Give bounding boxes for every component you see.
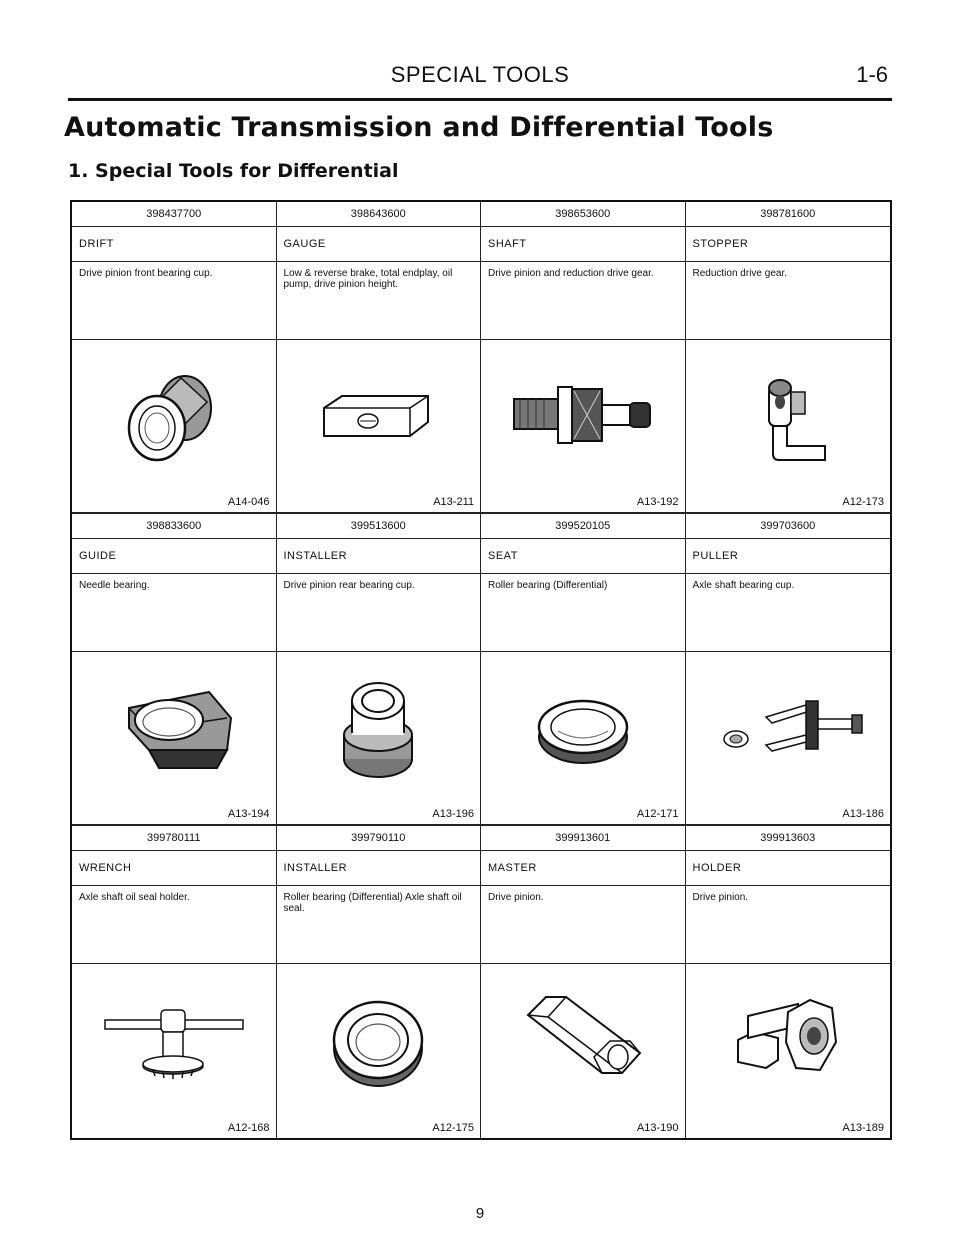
tool-cell <box>481 826 686 1138</box>
tool-name: GAUGE <box>277 227 481 262</box>
tool-name: PULLER <box>686 539 891 574</box>
tool-cell <box>72 514 277 826</box>
tool-usage: Axle shaft oil seal holder. <box>72 886 276 964</box>
figure-code: A13-186 <box>842 808 884 820</box>
tool-figure <box>277 652 481 824</box>
puller-icon <box>708 693 868 763</box>
page-number: 9 <box>475 1205 485 1222</box>
tool-figure <box>277 340 481 512</box>
tool-cell <box>686 826 891 1138</box>
stopper-icon <box>743 366 833 466</box>
tool-figure <box>72 652 276 824</box>
page-title: Automatic Transmission and Differential Tools <box>64 112 774 143</box>
tool-figure <box>481 964 685 1138</box>
part-number: 399513600 <box>277 514 481 539</box>
tool-name: STOPPER <box>686 227 891 262</box>
part-number: 398781600 <box>686 202 891 227</box>
part-number: 399703600 <box>686 514 891 539</box>
holder-icon <box>728 986 848 1096</box>
tool-name: DRIFT <box>72 227 276 262</box>
tool-table <box>70 200 892 1140</box>
tool-name: MASTER <box>481 851 685 886</box>
figure-code: A13-189 <box>842 1122 884 1134</box>
tool-cell <box>277 826 482 1138</box>
figure-code: A12-171 <box>636 808 679 820</box>
installer-ring-icon <box>323 986 433 1096</box>
part-number: 399913603 <box>686 826 891 851</box>
part-number: 399520105 <box>481 514 685 539</box>
shaft-icon <box>508 381 658 451</box>
tool-figure <box>481 340 685 512</box>
figure-code: A14-046 <box>227 496 270 508</box>
tool-usage: Drive pinion rear bearing cup. <box>277 574 481 652</box>
part-number: 398833600 <box>72 514 276 539</box>
tool-usage: Low & reverse brake, total endplay, oil pump, drive pinion height. <box>277 262 481 340</box>
gauge-icon <box>318 386 438 446</box>
figure-code: A12-175 <box>432 1122 474 1134</box>
tool-figure <box>72 340 276 512</box>
tool-usage: Axle shaft bearing cup. <box>686 574 891 652</box>
figure-code: A13-194 <box>227 808 270 820</box>
page-header <box>68 62 892 101</box>
tool-cell <box>481 202 686 514</box>
tool-figure <box>481 652 685 824</box>
wrench-icon <box>99 996 249 1086</box>
tool-usage: Roller bearing (Differential) Axle shaft oil seal. <box>277 886 481 964</box>
figure-code: A13-211 <box>433 496 474 508</box>
tool-name: SEAT <box>481 539 685 574</box>
guide-icon <box>109 678 239 778</box>
tool-name: INSTALLER <box>277 539 481 574</box>
part-number: 398643600 <box>277 202 481 227</box>
figure-code: A12-168 <box>227 1122 270 1134</box>
part-number: 398653600 <box>481 202 685 227</box>
section-title: SPECIAL TOOLS <box>390 62 570 87</box>
tool-name: INSTALLER <box>277 851 481 886</box>
figure-code: A13-196 <box>432 808 474 820</box>
tool-usage: Needle bearing. <box>72 574 276 652</box>
tool-name: SHAFT <box>481 227 685 262</box>
tool-cell <box>686 514 891 826</box>
tool-usage: Drive pinion. <box>686 886 891 964</box>
section-subtitle: 1. Special Tools for Differential <box>68 160 399 182</box>
part-number: 399780111 <box>72 826 276 851</box>
figure-code: A13-190 <box>636 1122 679 1134</box>
tool-usage: Drive pinion. <box>481 886 685 964</box>
part-number: 398437700 <box>72 202 276 227</box>
tool-figure <box>686 964 891 1138</box>
tool-figure <box>686 340 891 512</box>
tool-cell <box>277 514 482 826</box>
tool-usage: Drive pinion and reduction drive gear. <box>481 262 685 340</box>
tool-cell <box>277 202 482 514</box>
tool-cell <box>481 514 686 826</box>
figure-code: A12-173 <box>842 496 884 508</box>
part-number: 399790110 <box>277 826 481 851</box>
tool-cell <box>72 202 277 514</box>
figure-code: A13-192 <box>636 496 679 508</box>
tool-usage: Roller bearing (Differential) <box>481 574 685 652</box>
seat-icon <box>528 683 638 773</box>
master-icon <box>518 991 648 1091</box>
installer-icon <box>328 673 428 783</box>
tool-usage: Reduction drive gear. <box>686 262 891 340</box>
tool-name: GUIDE <box>72 539 276 574</box>
tool-cell <box>686 202 891 514</box>
page-reference: 1-6 <box>856 62 888 87</box>
tool-figure <box>72 964 276 1138</box>
tool-figure <box>686 652 891 824</box>
tool-cell <box>72 826 277 1138</box>
part-number: 399913601 <box>481 826 685 851</box>
tool-name: WRENCH <box>72 851 276 886</box>
tool-usage: Drive pinion front bearing cup. <box>72 262 276 340</box>
tool-figure <box>277 964 481 1138</box>
drift-icon <box>119 366 229 466</box>
tool-name: HOLDER <box>686 851 891 886</box>
